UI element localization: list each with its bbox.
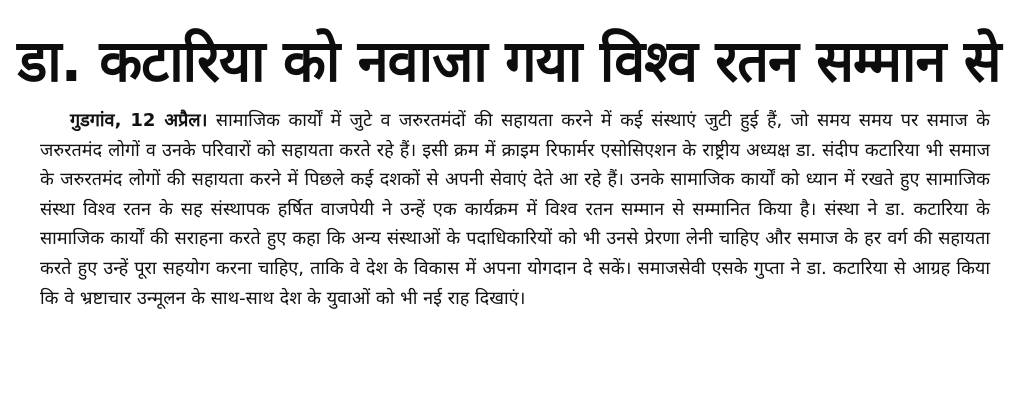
article-body-text: सामाजिक कार्यों में जुटे व जरुरतमंदों की सहायता करने में कई संस्थाएं जुटी हुई हैं, जो समय समय पर समाज के जरुरतमंद लोगों व उनके परिवारों को सहायता करते रहे हैं। इसी क्रम में क्राइम रिफार्मर एसोसिएशन के राष्ट्रीय अध्यक्ष डा. संदीप कटारिया भी समाज के जरुरतमंद लोगों की सहायता करने में पिछले कई दशकों से अपनी सेवाएं देते आ रहे हैं। उनके सामाजिक कार्यों को ध्यान में रखते हुए सामाजिक संस्था विश्व रतन के सह संस्थापक हर्षित वाजपेयी ने उन्हें एक कार्यक्रम में विश्व रतन सम्मान से सम्मानित किया है। संस्था ने डा. कटारिया के सामाजिक कार्यों की सराहना करते हुए कहा कि अन्य संस्थाओं के पदाधिकारियों को भी उनसे प्रेरणा लेनी चाहिए और समाज के हर वर्ग की सहायता करते हुए उन्हें पूरा सहयोग करना चाहिए, ताकि वे देश के विकास में अपना योगदान दे सकें। समाजसेवी एसके गुप्ता ने डा. कटारिया से आग्रह किया कि वे भ्रष्टाचार उन्मूलन के साथ-साथ देश के युवाओं को भी नई राह दिखाएं। [40, 110, 990, 309]
article-dateline: गुडगांव, 12 अप्रैल। [70, 110, 208, 131]
article-body [40, 106, 990, 313]
article-headline: डा. कटारिया को नवाजा गया विश्व रतन सम्मान से [17, 26, 1001, 95]
